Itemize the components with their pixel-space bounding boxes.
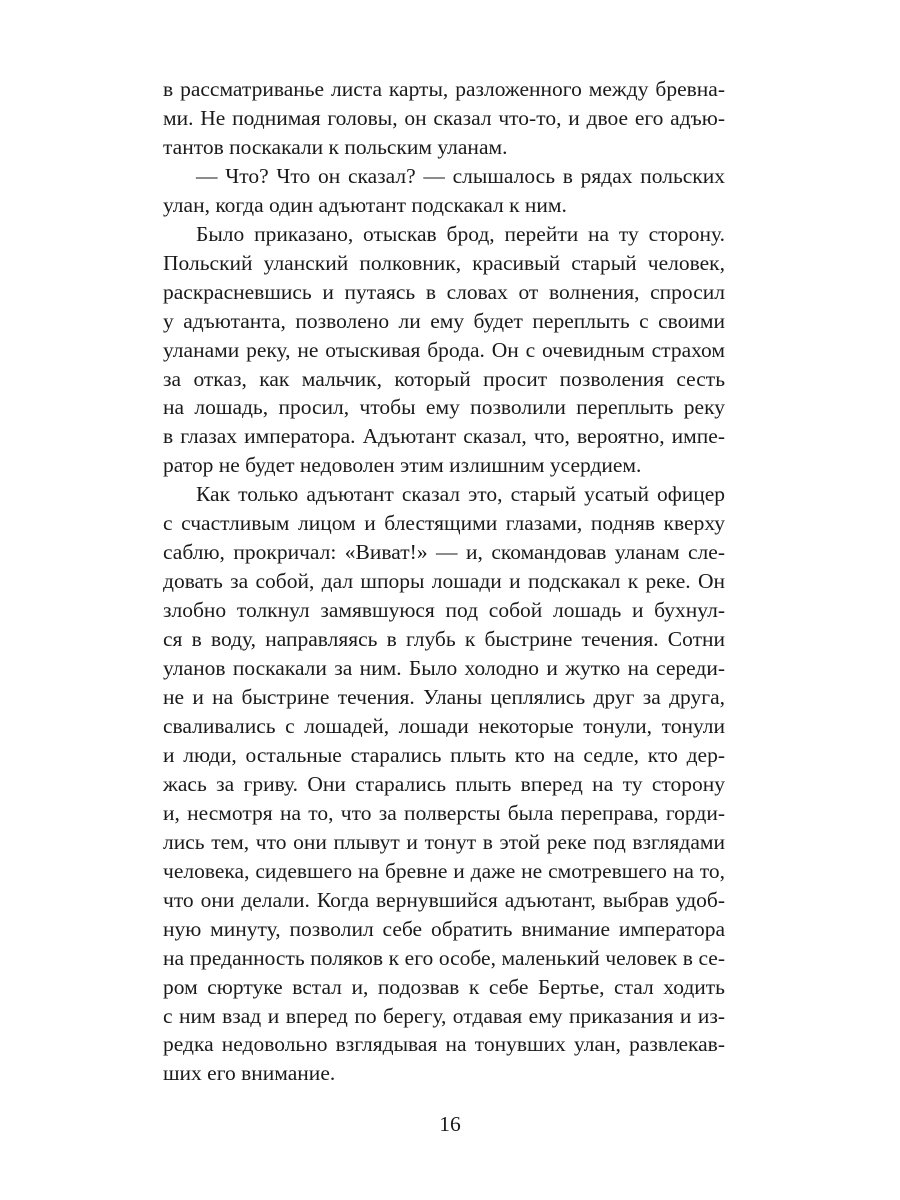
text-line: редка недовольно взглядывая на тонувших улан, развлекав- [163, 1032, 725, 1057]
text-line: сваливались с лошадей, лошади некоторые тонули, тонули [163, 713, 725, 738]
text-line: ром сюртуке встал и, подозвав к себе Бертье, стал ходить [163, 974, 725, 999]
text-line: саблю, прокричал: «Виват!» — и, скомандовав уланам сле- [163, 540, 725, 565]
text-line: и люди, остальные старались плыть кто на седле, кто дер- [163, 742, 725, 767]
text-line: Как только адъютант сказал это, старый усатый офицер [196, 482, 725, 507]
text-line: за отказ, как мальчик, который просит позволения сесть [163, 366, 725, 391]
text-line: ми. Не поднимая головы, он сказал что-то, и двое его адъю- [163, 105, 725, 130]
page-number: 16 [439, 1112, 461, 1136]
text-line: жась за гриву. Они старались плыть вперед на ту сторону [163, 771, 725, 796]
text-line: и, несмотря на то, что за полверсты была переправа, горди- [163, 800, 725, 825]
text-line: у адъютанта, позволено ли ему будет переплыть с своими [163, 308, 725, 333]
text-line: уланов поскакали за ним. Было холодно и жутко на середи- [163, 656, 725, 681]
text-line: тантов поскакали к польским уланам. [163, 134, 508, 159]
text-line: лись тем, что они плывут и тонут в этой реке под взглядами [163, 829, 725, 854]
text-line: на преданность поляков к его особе, маленький человек в се- [163, 945, 725, 970]
text-line: Польский уланский полковник, красивый старый человек, [163, 250, 725, 275]
text-line: уланами реку, не отыскивая брода. Он с очевидным страхом [163, 337, 725, 362]
text-line: ную минуту, позволил себе обратить внимание императора [163, 916, 725, 941]
paragraph [163, 162, 725, 220]
text-line: в рассматриванье листа карты, разложенного между бревна- [163, 77, 725, 101]
text-line: злобно толкнул замявшуюся под собой лошадь и бухнул- [163, 598, 725, 623]
text-line: в глазах императора. Адъютант сказал, что, вероятно, импе- [163, 424, 725, 449]
text-line: что они делали. Когда вернувшийся адъютант, выбрав удоб- [163, 887, 725, 912]
paragraph [163, 480, 725, 1088]
text-line: ся в воду, направляясь в глубь к быстрине течения. Сотни [163, 627, 725, 652]
text-line: на лошадь, просил, чтобы ему позволили переплыть реку [163, 395, 725, 420]
text-line: улан, когда один адъютант подскакал к ним. [163, 192, 567, 217]
text-line: довать за собой, дал шпоры лошади и подскакал к реке. Он [163, 569, 725, 594]
text-line: ратор не будет недоволен этим излишним усердием. [163, 453, 642, 478]
text-line: с счастливым лицом и блестящими глазами, подняв кверху [163, 511, 725, 536]
text-line: человека, сидевшего на бревне и даже не смотревшего на то, [163, 858, 725, 883]
body-text [163, 75, 725, 1088]
text-line: не и на быстрине течения. Уланы цеплялись друг за друга, [163, 685, 725, 710]
text-line: ших его внимание. [163, 1061, 336, 1086]
text-line: Было приказано, отыскав брод, перейти на ту сторону. [196, 221, 725, 246]
paragraph [163, 75, 725, 162]
text-line: — Что? Что он сказал? — слышалось в рядах польских [196, 163, 725, 188]
text-line: с ним взад и вперед по берегу, отдавая ему приказания и из- [163, 1003, 725, 1028]
text-line: раскрасневшись и путаясь в словах от волнения, спросил [163, 279, 725, 304]
paragraph [163, 220, 725, 481]
